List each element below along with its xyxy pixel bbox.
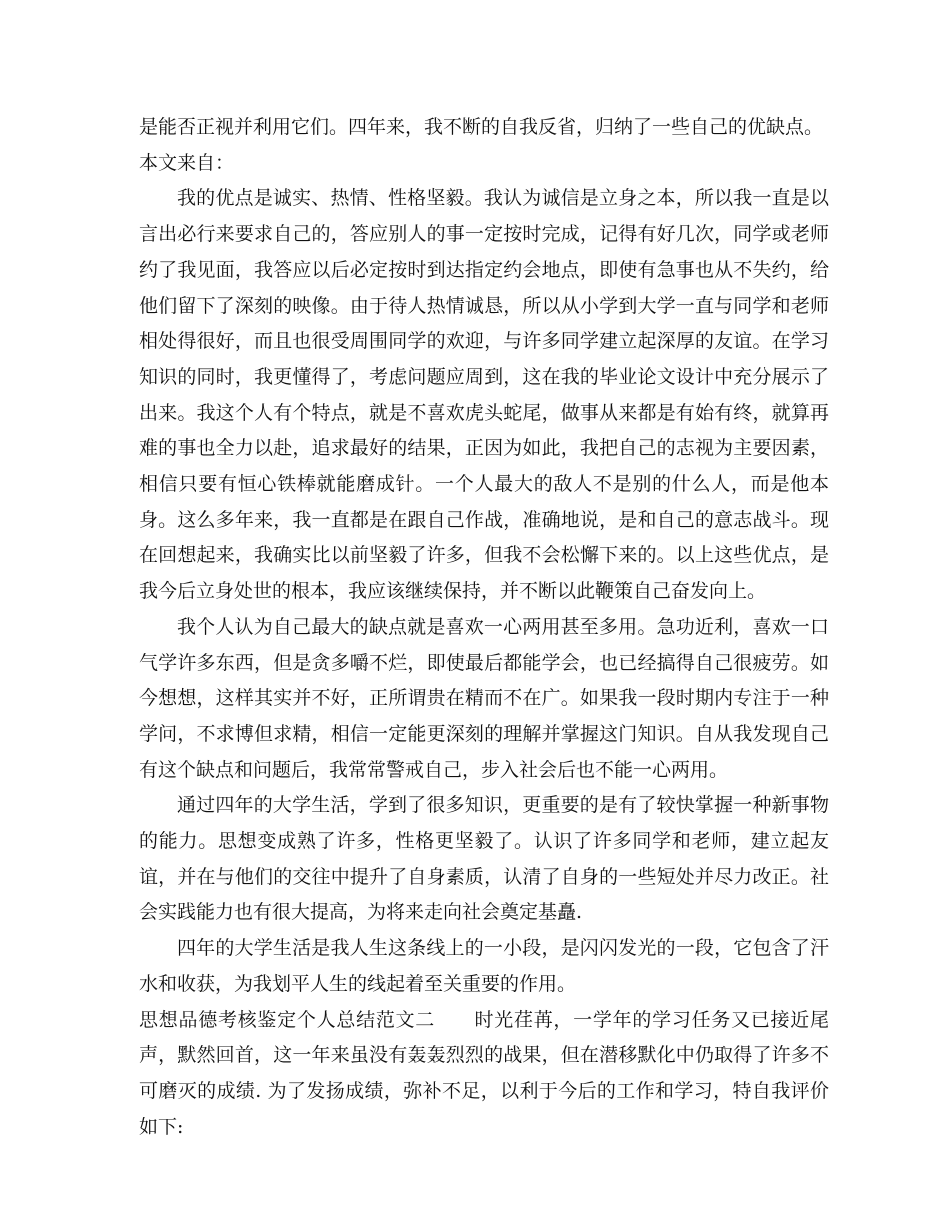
paragraph-strengths: 我的优点是诚实、热情、性格坚毅。我认为诚信是立身之本，所以我一直是以言出必行来要求自己的，答应别人的事一定按时完成，记得有好几次，同学或老师约了我见面，我答应以后必定按时到达指定约会地点，即使有急事也从不失约，给他们留下了深刻的映像。由于待人热情诚恳，所以从小学到大学一直与同学和老师相处得很好，而且也很受周围同学的欢迎，与许多同学建立起深厚的友谊。在学习知识的同时，我更懂得了，考虑问题应周到，这在我的毕业论文设计中充分展示了出来。我这个人有个特点，就是不喜欢虎头蛇尾，做事从来都是有始有终，就算再难的事也全力以赴，追求最好的结果，正因为如此，我把自己的志视为主要因素，相信只要有恒心铁棒就能磨成针。一个人最大的敌人不是别的什么人，而是他本身。这么多年来，我一直都是在跟自己作战，准确地说，是和自己的意志战斗。现在回想起来，我确实比以前坚毅了许多，但我不会松懈下来的。以上这些优点，是我今后立身处世的根本，我应该继续保持，并不断以此鞭策自己奋发向上。	[139, 187, 829, 603]
paragraph-source-note: 本文来自：	[139, 151, 235, 174]
paragraph-weaknesses: 我个人认为自己最大的缺点就是喜欢一心两用甚至多用。急功近利，喜欢一口气学许多东西，但是贪多嚼不烂，即使最后都能学会，也已经搞得自己很疲劳。如今想想，这样其实并不好，正所谓贵在精而不在广。如果我一段时期内专注于一种学问，不求博但求精，相信一定能更深刻的理解并掌握这门知识。自从我发现自己有这个缺点和问题后，我常常警戒自己，步入社会后也不能一心两用。	[139, 615, 829, 781]
paragraph-second-sample: 思想品德考核鉴定个人总结范文二 时光荏苒，一学年的学习任务又已接近尾声，默然回首，这一年来虽没有轰轰烈烈的战果，但在潜移默化中仍取得了许多不可磨灭的成绩. 为了发扬成绩，弥补不足，以利于今后的工作和学习，特自我评价如下:	[139, 1008, 829, 1138]
document-body	[139, 110, 829, 1145]
paragraph-gains: 通过四年的大学生活，学到了很多知识，更重要的是有了较快掌握一种新事物的能力。思想变成熟了许多，性格更坚毅了。认识了许多同学和老师，建立起友谊，并在与他们的交往中提升了自身素质，认清了自身的一些短处并尽力改正。社会实践能力也有很大提高，为将来走向社会奠定基矗.	[139, 794, 829, 924]
paragraph-intro-end: 是能否正视并利用它们。四年来，我不断的自我反省，归纳了一些自己的优缺点。	[139, 116, 824, 138]
paragraph-closing: 四年的大学生活是我人生这条线上的一小段，是闪闪发光的一段，它包含了汗水和收获，为我划平人生的线起着至关重要的作用。	[139, 937, 829, 995]
